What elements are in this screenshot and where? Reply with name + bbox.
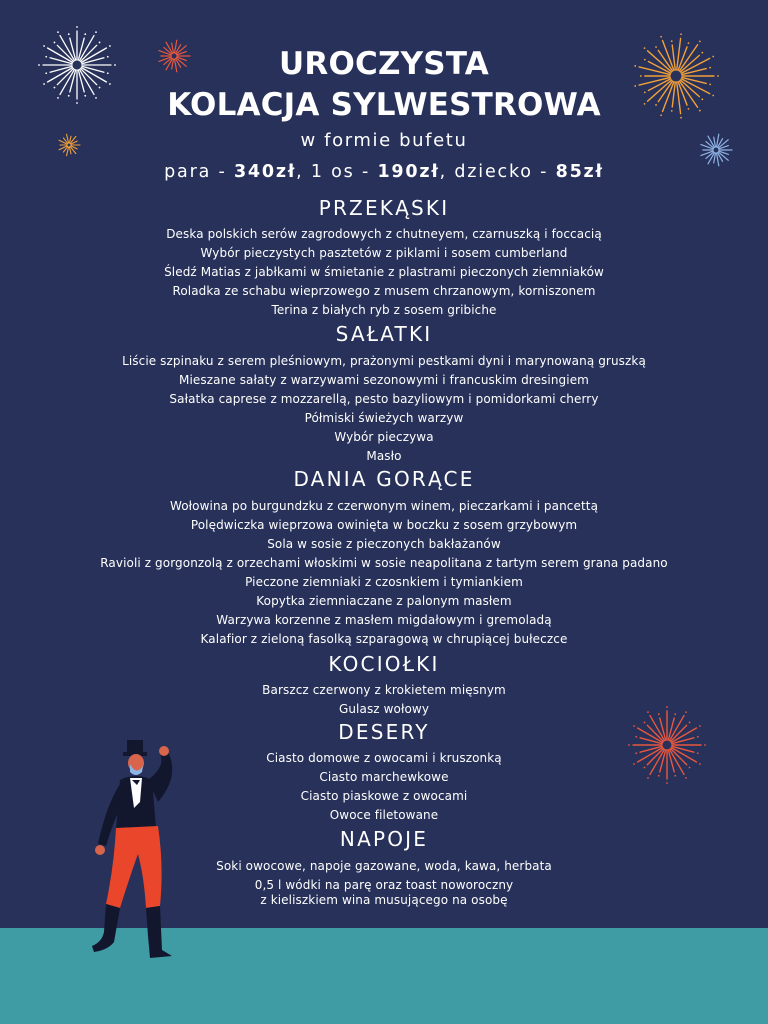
firework-spark	[680, 33, 682, 35]
menu-item: Soki owocowe, napoje gazowane, woda, kawa, herbata	[216, 859, 552, 873]
section-title-kociolki: KOCIOŁKI	[328, 652, 440, 676]
price-couple: 340zł	[233, 162, 297, 182]
subtitle: w formie bufetu	[300, 130, 468, 151]
dancing-man-illustration	[80, 736, 190, 966]
price-person-label: , 1 os -	[296, 162, 378, 182]
firework-spark	[709, 84, 711, 86]
menu-item: Śledź Matias z jabłkami w śmietanie z plastrami pieczonych ziemniaków	[164, 265, 604, 279]
menu-item: Kopytka ziemniaczane z palonym masłem	[256, 594, 512, 608]
firework-spark	[109, 83, 111, 85]
price-child-label: , dziecko -	[439, 162, 556, 182]
menu-item: Barszcz czerwony z krokietem mięsnym	[262, 683, 506, 697]
menu-item: Ravioli z gorgonzolą z orzechami włoskimi w sosie neapolitana z tartym serem grana padano	[100, 556, 668, 570]
menu-item: Terina z białych ryb z sosem gribiche	[271, 303, 497, 317]
firework-spark	[43, 83, 45, 85]
firework-spark	[95, 31, 97, 33]
title-line-1: UROCZYSTA	[279, 46, 489, 82]
firework-spark	[54, 42, 56, 44]
menu-item: Owoce filetowane	[329, 808, 439, 822]
menu-item: Mieszane sałaty z warzywami sezonowymi i francuskim dresingiem	[179, 373, 589, 387]
menu-item: Liście szpinaku z serem pleśniowym, prażonymi pestkami dyni i marynowaną gruszką	[122, 354, 646, 368]
menu-item: Gulasz wołowy	[338, 702, 430, 716]
firework-spark	[660, 36, 662, 38]
firework-spark	[57, 31, 59, 33]
menu-item: Ciasto domowe z owocami i kruszonką	[266, 751, 502, 765]
menu-item: z kieliszkiem wina musującego na osobę	[260, 893, 508, 907]
menu-item: Sola w sosie z pieczonych bakłażanów	[267, 537, 501, 551]
menu-item: Masło	[366, 449, 402, 463]
menu-item: Wołowina po burgundzku z czerwonym winem, pieczarkami i pancettą	[169, 499, 599, 513]
menu-item: Wybór pieczystych pasztetów z piklami i sosem cumberland	[200, 246, 568, 260]
price-couple-label: para -	[164, 162, 234, 182]
firework-spark	[76, 26, 78, 28]
menu-item: Deska polskich serów zagrodowych z chutneyem, czarnuszką i foccacią	[166, 227, 602, 241]
firework-spark	[99, 42, 101, 44]
menu-item: Sałatka caprese z mozzarellą, pesto bazyliowym i pomidorkami cherry	[169, 392, 599, 406]
section-title-desery: DESERY	[338, 720, 430, 744]
menu-item: Roladka ze schabu wieprzowego z musem chrzanowym, korniszonem	[172, 284, 596, 298]
section-title-napoje: NAPOJE	[339, 827, 429, 851]
menu-item: Ciasto piaskowe z owocami	[300, 789, 468, 803]
title-line-2: KOLACJA SYLWESTROWA	[167, 87, 601, 123]
section-title-przekaski: PRZEKĄSKI	[318, 196, 450, 220]
firework-spark	[84, 33, 86, 35]
firework-spark	[671, 40, 673, 42]
price-child: 85zł	[555, 162, 604, 182]
menu-item: Pieczone ziemniaki z czosnkiem i tymiankiem	[245, 575, 523, 589]
menu-item: 0,5 l wódki na parę oraz toast noworoczny	[254, 878, 514, 892]
menu-item: Kalafior z zieloną fasolką szparagową w chrupiącej bułeczce	[200, 632, 568, 646]
price-line	[0, 162, 768, 182]
firework-spark	[628, 744, 630, 746]
menu-item: Wybór pieczywa	[334, 430, 434, 444]
section-title-dania-gorace: DANIA GORĄCE	[293, 467, 475, 491]
menu-item: Warzywa korzenne z masłem migdałowym i gremoladą	[216, 613, 552, 627]
firework-spark	[704, 744, 706, 746]
menu-item: Ciasto marchewkowe	[319, 770, 449, 784]
menu-item: Półmiski świeżych warzyw	[304, 411, 464, 425]
section-title-salatki: SAŁATKI	[335, 322, 433, 346]
firework-spark	[688, 42, 690, 44]
firework-spark	[68, 33, 70, 35]
menu-item: Polędwiczka wieprzowa owinięta w boczku z sosem grzybowym	[190, 518, 578, 532]
firework-spark	[699, 41, 701, 43]
price-person: 190zł	[377, 162, 440, 182]
